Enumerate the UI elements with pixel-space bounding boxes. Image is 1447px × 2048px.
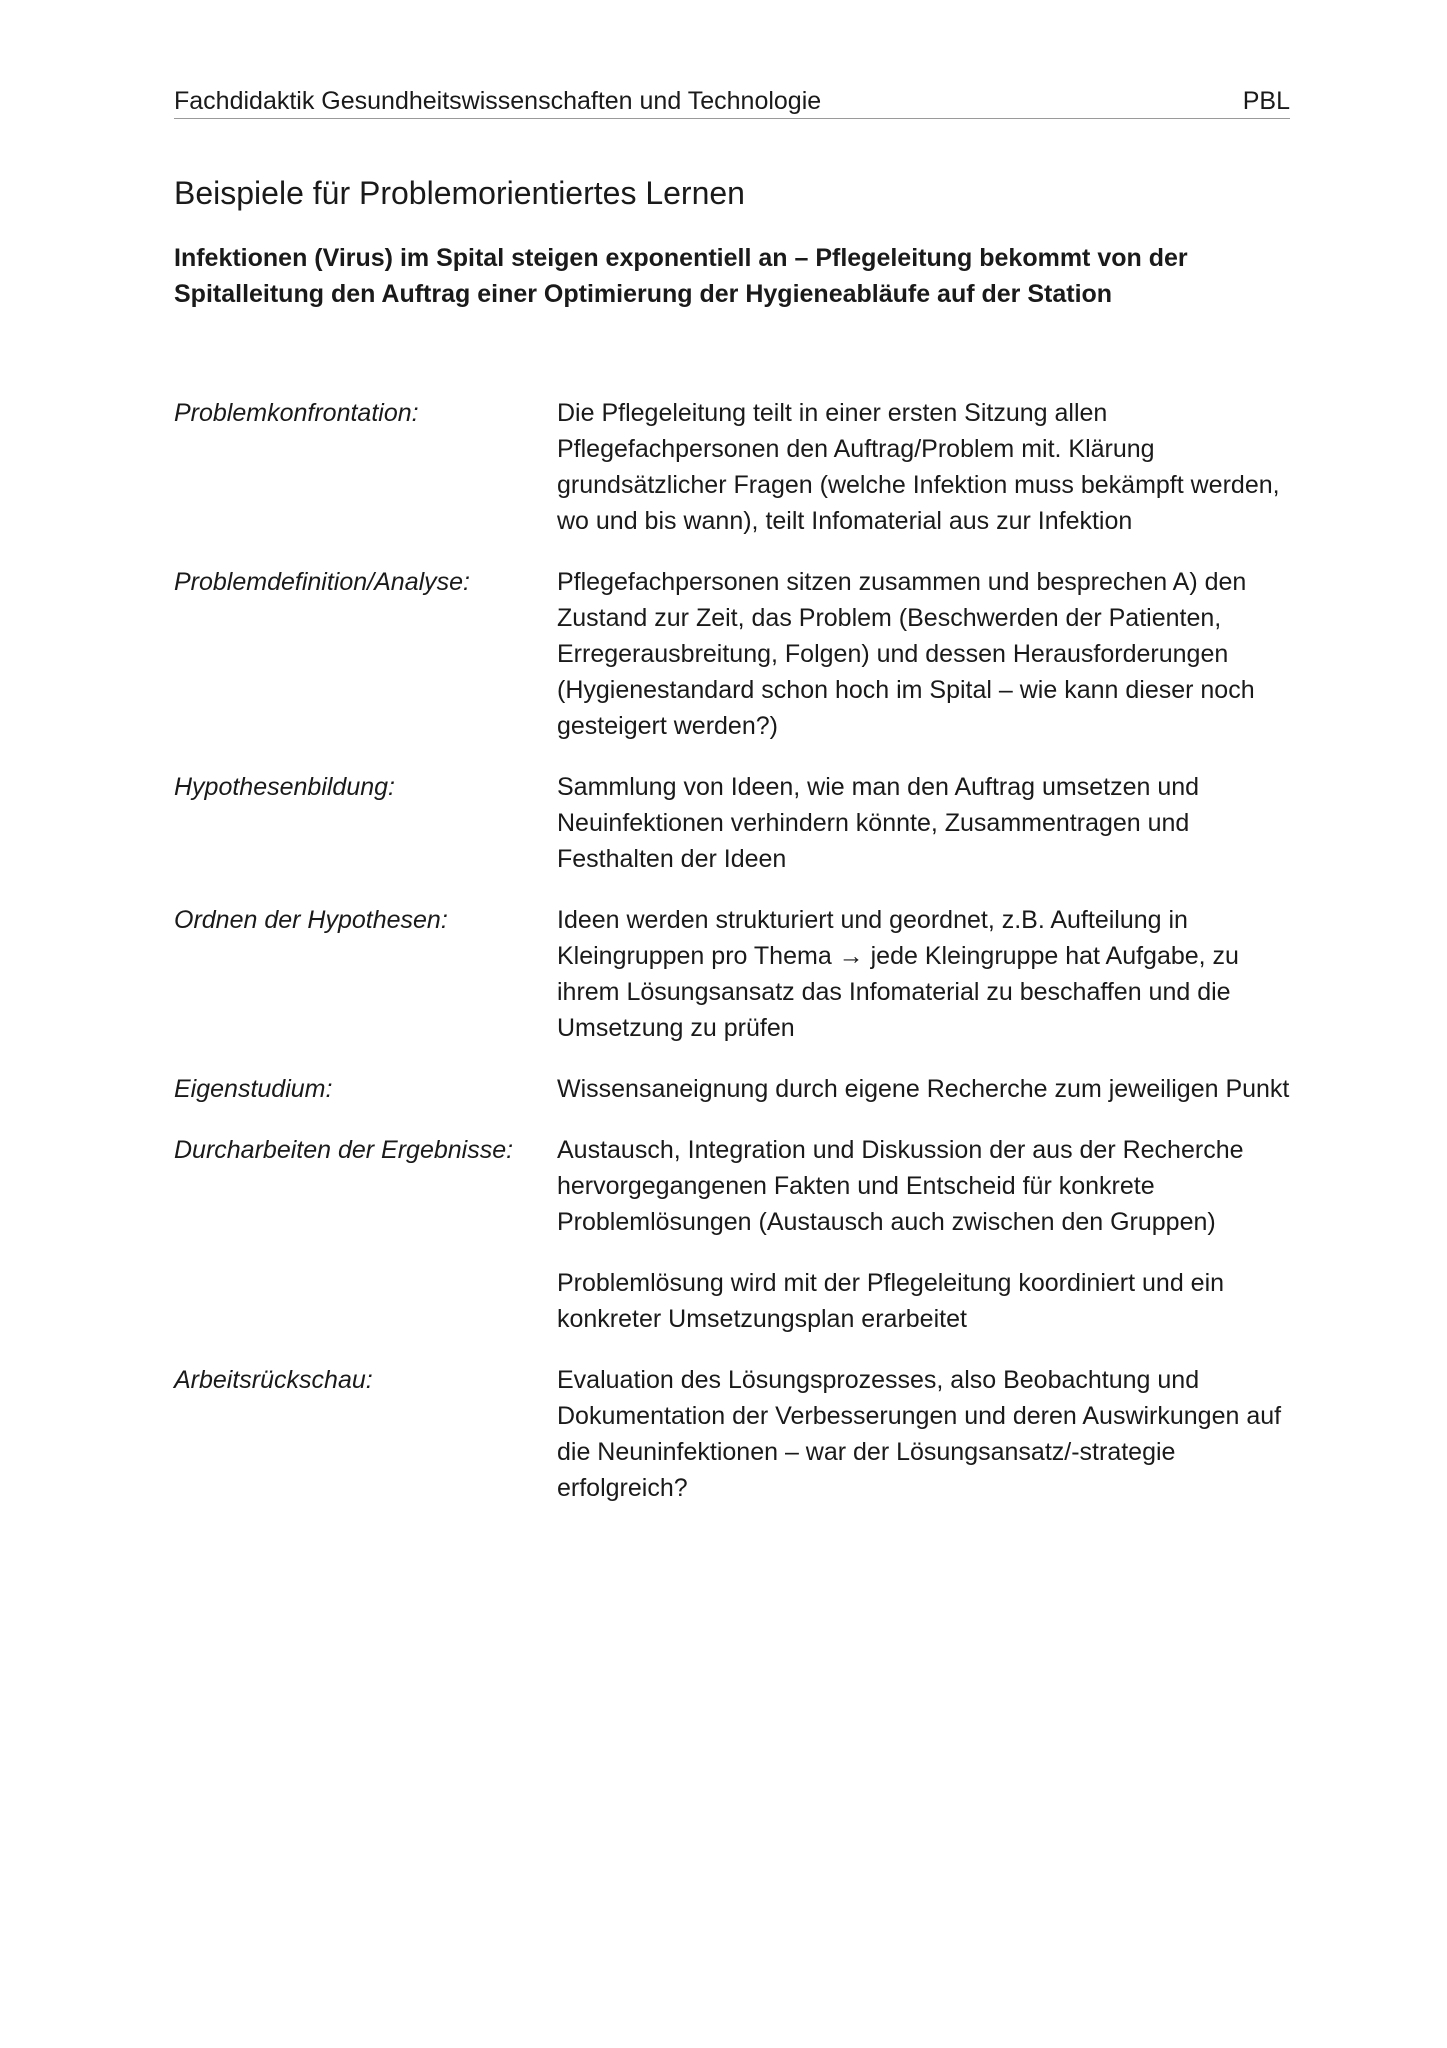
- step-description: Pflegefachpersonen sitzen zusammen und besprechen A) den Zustand zur Zeit, das Problem (Beschwerden der Patienten, Erregerausbreitung, Folgen) und dessen Herausforderungen (Hygienestandard schon hoch im Spital – wie kann dieser noch gesteigert werden?): [557, 568, 1255, 740]
- document-title: Beispiele für Problemorientiertes Lernen: [174, 175, 745, 211]
- step-description: Wissensaneignung durch eigene Recherche zum jeweiligen Punkt: [557, 1075, 1290, 1103]
- step-label: Problemdefinition/Analyse:: [174, 568, 470, 596]
- header-topic-abbreviation: PBL: [1242, 87, 1290, 115]
- step-hypothesenbildung: [174, 769, 1290, 877]
- step-eigenstudium: [174, 1071, 1290, 1107]
- step-problemkonfrontation: [174, 395, 1290, 539]
- step-problemdefinition: [174, 564, 1290, 744]
- step-durcharbeiten: [174, 1132, 1290, 1240]
- step-ordnen-hypothesen: [174, 902, 1290, 1046]
- step-arbeitsrueckschau: [174, 1362, 1290, 1506]
- document-subtitle: Infektionen (Virus) im Spital steigen exponentiell an – Pflegeleitung bekommt von der Spitalleitung den Auftrag einer Optimierung der Hygieneabläufe auf der Station: [174, 244, 1188, 308]
- step-description: Austausch, Integration und Diskussion der aus der Recherche hervorgegangenen Fakten und Entscheid für konkrete Problemlösungen (Austausch auch zwischen den Gruppen): [557, 1136, 1244, 1236]
- step-problemloesung-koordination: [174, 1265, 1290, 1337]
- step-description: Die Pflegeleitung teilt in einer ersten Sitzung allen Pflegefachpersonen den Auftrag/Problem mit. Klärung grundsätzlicher Fragen (welche Infektion muss bekämpft werden, wo und bis wann), teilt Infomaterial aus zur Infektion: [557, 399, 1280, 535]
- step-description: Evaluation des Lösungsprozesses, also Beobachtung und Dokumentation der Verbesserungen und deren Auswirkungen auf die Neuninfektionen – war der Lösungsansatz/-strategie erfolgreich?: [557, 1366, 1282, 1502]
- step-description: Sammlung von Ideen, wie man den Auftrag umsetzen und Neuinfektionen verhindern könnte, Zusammentragen und Festhalten der Ideen: [557, 773, 1200, 873]
- step-label: Eigenstudium:: [174, 1075, 333, 1103]
- step-label: Durcharbeiten der Ergebnisse:: [174, 1136, 514, 1164]
- pbl-steps-list: [174, 395, 1290, 1531]
- step-label: Arbeitsrückschau:: [174, 1366, 373, 1394]
- step-label: Ordnen der Hypothesen:: [174, 906, 448, 934]
- header-course-title: Fachdidaktik Gesundheitswissenschaften und Technologie: [174, 87, 822, 115]
- step-label: Problemkonfrontation:: [174, 399, 419, 427]
- page-header: [174, 84, 1290, 119]
- step-description: Problemlösung wird mit der Pflegeleitung koordiniert und ein konkreter Umsetzungsplan erarbeitet: [557, 1269, 1225, 1333]
- step-label: Hypothesenbildung:: [174, 773, 395, 801]
- step-description: Ideen werden strukturiert und geordnet, z.B. Aufteilung in Kleingruppen pro Thema → jede Kleingruppe hat Aufgabe, zu ihrem Lösungsansatz das Infomaterial zu beschaffen und die Umsetzung zu prüfen: [557, 906, 1239, 1042]
